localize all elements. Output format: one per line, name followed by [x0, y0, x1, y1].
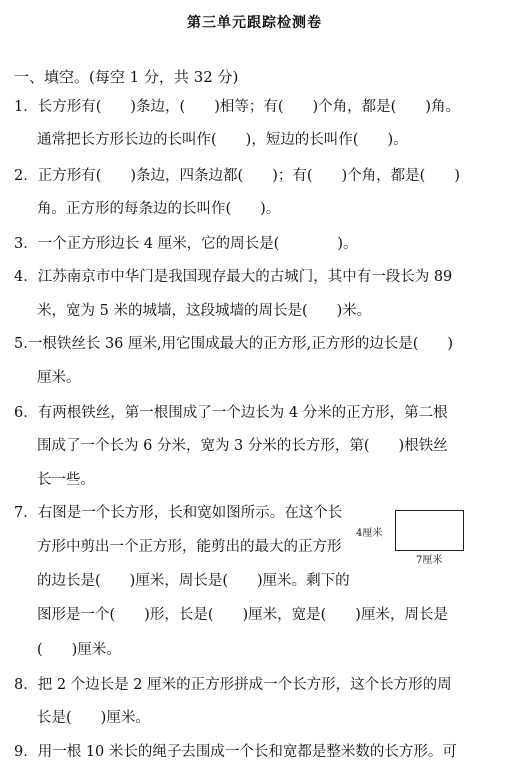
rectangle-length-label: 7厘米: [416, 555, 443, 566]
question-2-line-2: 角。正方形的每条边的长叫作( )。: [37, 201, 281, 217]
question-4-line-1: 4．江苏南京市中华门是我国现存最大的古城门，其中有一段长为 89: [14, 269, 453, 285]
question-7-line-5: ( )厘米。: [37, 642, 121, 658]
question-1-line-1: 1．长方形有( )条边，( )相等；有( )个角，都是( )角。: [14, 99, 460, 115]
question-3-line-1: 3．一个正方形边长 4 厘米，它的周长是( )。: [14, 236, 358, 252]
question-7-line-4: 图形是一个( )形，长是( )厘米，宽是( )厘米，周长是: [37, 607, 448, 623]
question-7-line-3: 的边长是( )厘米，周长是( )厘米。剩下的: [37, 573, 350, 589]
question-9-line-1: 9．用一根 10 米长的绳子去围成一个长和宽都是整米数的长方形。可: [14, 744, 457, 760]
worksheet-title: 第三单元跟踪检测卷: [187, 15, 322, 31]
question-6-line-3: 长一些。: [37, 472, 95, 488]
question-4-line-2: 米，宽为 5 米的城墙，这段城墙的周长是( )米。: [37, 303, 372, 319]
question-2-line-1: 2．正方形有( )条边，四条边都( )；有( )个角，都是( ): [14, 168, 460, 184]
question-7-line-1: 7．右图是一个长方形，长和宽如图所示。在这个长: [14, 505, 343, 521]
question-8-line-1: 8．把 2 个边长是 2 厘米的正方形拼成一个长方形，这个长方形的周: [14, 677, 452, 693]
rectangle-figure: [395, 510, 464, 551]
question-5-line-2: 厘米。: [37, 370, 81, 386]
question-1-line-2: 通常把长方形长边的长叫作( )，短边的长叫作( )。: [37, 132, 408, 148]
question-6-line-2: 围成了一个长为 6 分米，宽为 3 分米的长方形，第( )根铁丝: [37, 438, 448, 454]
question-6-line-1: 6．有两根铁丝，第一根围成了一个边长为 4 分米的正方形，第二根: [14, 405, 448, 421]
rectangle-width-label: 4厘米: [356, 528, 383, 539]
question-7-line-2: 方形中剪出一个正方形，能剪出的最大的正方形: [37, 539, 342, 555]
section-heading: 一、填空。(每空 1 分，共 32 分): [14, 68, 239, 86]
question-8-line-2: 长是( )厘米。: [37, 710, 150, 726]
question-5-line-1: 5.一根铁丝长 36 厘米,用它围成最大的正方形,正方形的边长是( ): [14, 336, 454, 352]
